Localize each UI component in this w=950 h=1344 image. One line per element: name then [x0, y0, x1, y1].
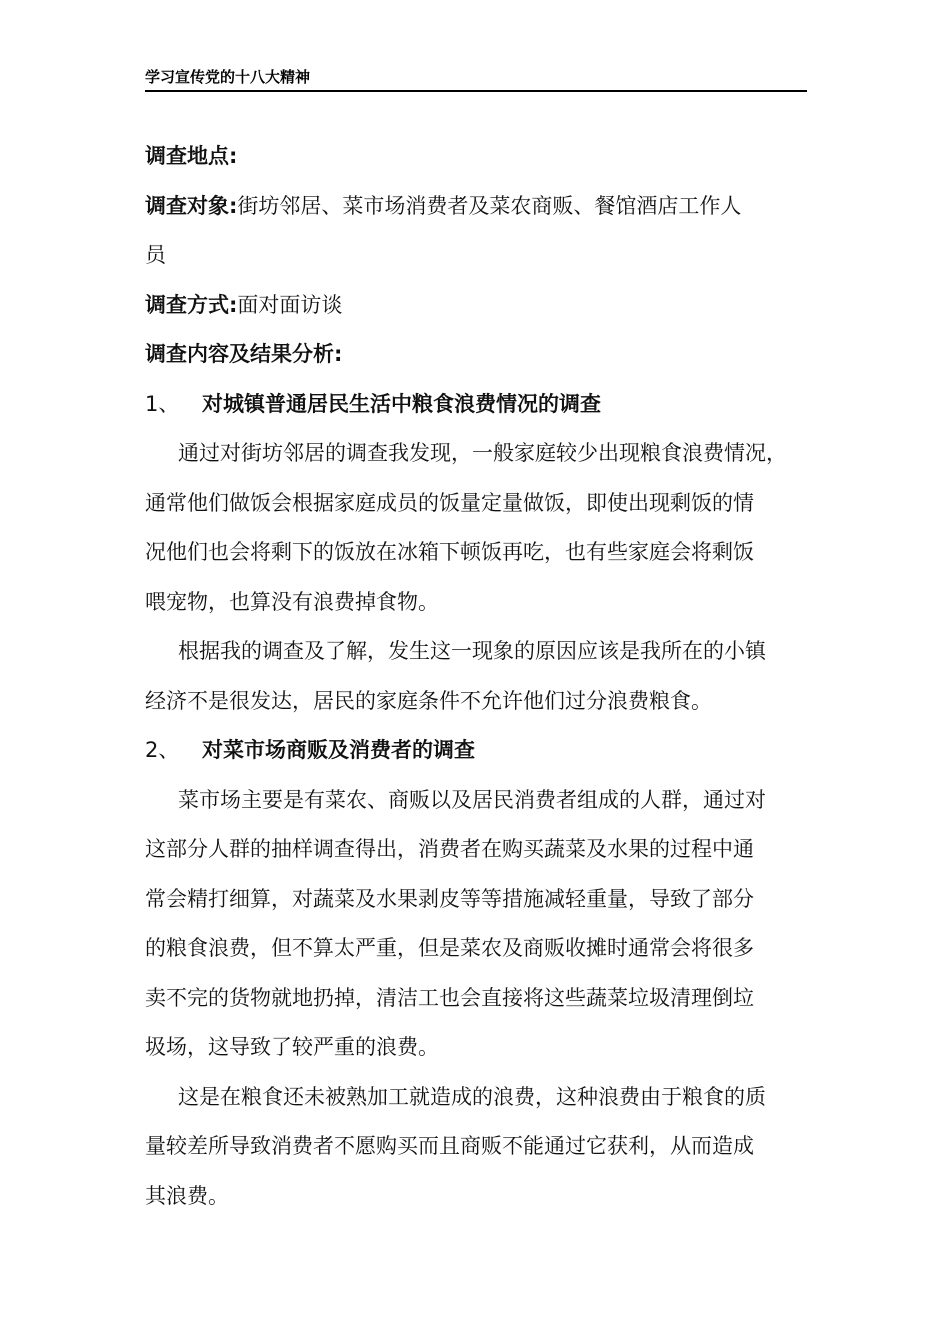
field-content-label: 调查内容及结果分析: — [145, 342, 343, 366]
paragraph — [145, 429, 807, 627]
paragraph-line: 这是在粮食还未被熟加工就造成的浪费，这种浪费由于粮食的质 — [178, 1084, 766, 1109]
paragraph-line: 况他们也会将剩下的饭放在冰箱下顿饭再吃，也有些家庭会将剩饭 — [145, 540, 754, 564]
paragraph-line: 的粮食浪费，但不算太严重，但是菜农及商贩收摊时通常会将很多 — [145, 936, 754, 960]
section-title: 对城镇普通居民生活中粮食浪费情况的调查 — [202, 391, 601, 416]
paragraph — [145, 1073, 807, 1222]
paragraph-line: 其浪费。 — [145, 1183, 229, 1208]
field-method-label: 调查方式: — [145, 292, 238, 317]
field-subjects-value-cont: 员 — [145, 243, 166, 267]
paragraph-line: 卖不完的货物就地扔掉，清洁工也会直接将这些蔬菜垃圾清理倒垃 — [145, 985, 754, 1010]
field-method-value: 面对面访谈 — [237, 292, 343, 317]
field-location — [145, 132, 807, 182]
paragraph-line: 经济不是很发达，居民的家庭条件不允许他们过分浪费粮食。 — [145, 688, 712, 713]
paragraph — [145, 627, 807, 726]
section-heading — [145, 380, 807, 430]
section-number: 1、 — [145, 391, 180, 416]
field-subjects-value: 街坊邻居、菜市场消费者及菜农商贩、餐馆酒店工作人 — [237, 193, 742, 218]
paragraph-line: 圾场，这导致了较严重的浪费。 — [145, 1035, 439, 1059]
paragraph-line: 常会精打细算，对蔬菜及水果剥皮等等措施减轻重量，导致了部分 — [145, 886, 754, 911]
field-subjects — [145, 182, 807, 232]
section-heading — [145, 726, 807, 776]
paragraph-line: 量较差所导致消费者不愿购买而且商贩不能通过它获利，从而造成 — [145, 1134, 754, 1158]
field-subjects-continued — [145, 231, 807, 281]
page-header — [145, 66, 807, 92]
field-method — [145, 281, 807, 331]
section-number: 2、 — [145, 738, 180, 762]
paragraph — [145, 776, 807, 1073]
paragraph-line: 菜市场主要是有菜农、商贩以及居民消费者组成的人群，通过对 — [178, 787, 766, 812]
field-location-label: 调查地点: — [145, 144, 238, 168]
field-content — [145, 330, 807, 380]
header-title: 学习宣传党的十八大精神 — [145, 68, 311, 86]
paragraph-line: 通常他们做饭会根据家庭成员的饭量定量做饭，即使出现剩饭的情 — [145, 490, 754, 515]
paragraph-line: 喂宠物，也算没有浪费掉食物。 — [145, 589, 439, 614]
paragraph-line: 这部分人群的抽样调查得出，消费者在购买蔬菜及水果的过程中通 — [145, 837, 754, 861]
field-subjects-label: 调查对象: — [145, 193, 238, 218]
document-body — [145, 132, 807, 1221]
paragraph-line: 通过对街坊邻居的调查我发现，一般家庭较少出现粮食浪费情况， — [178, 441, 787, 465]
paragraph-line: 根据我的调查及了解，发生这一现象的原因应该是我所在的小镇 — [178, 639, 766, 663]
section-title: 对菜市场商贩及消费者的调查 — [202, 738, 475, 762]
